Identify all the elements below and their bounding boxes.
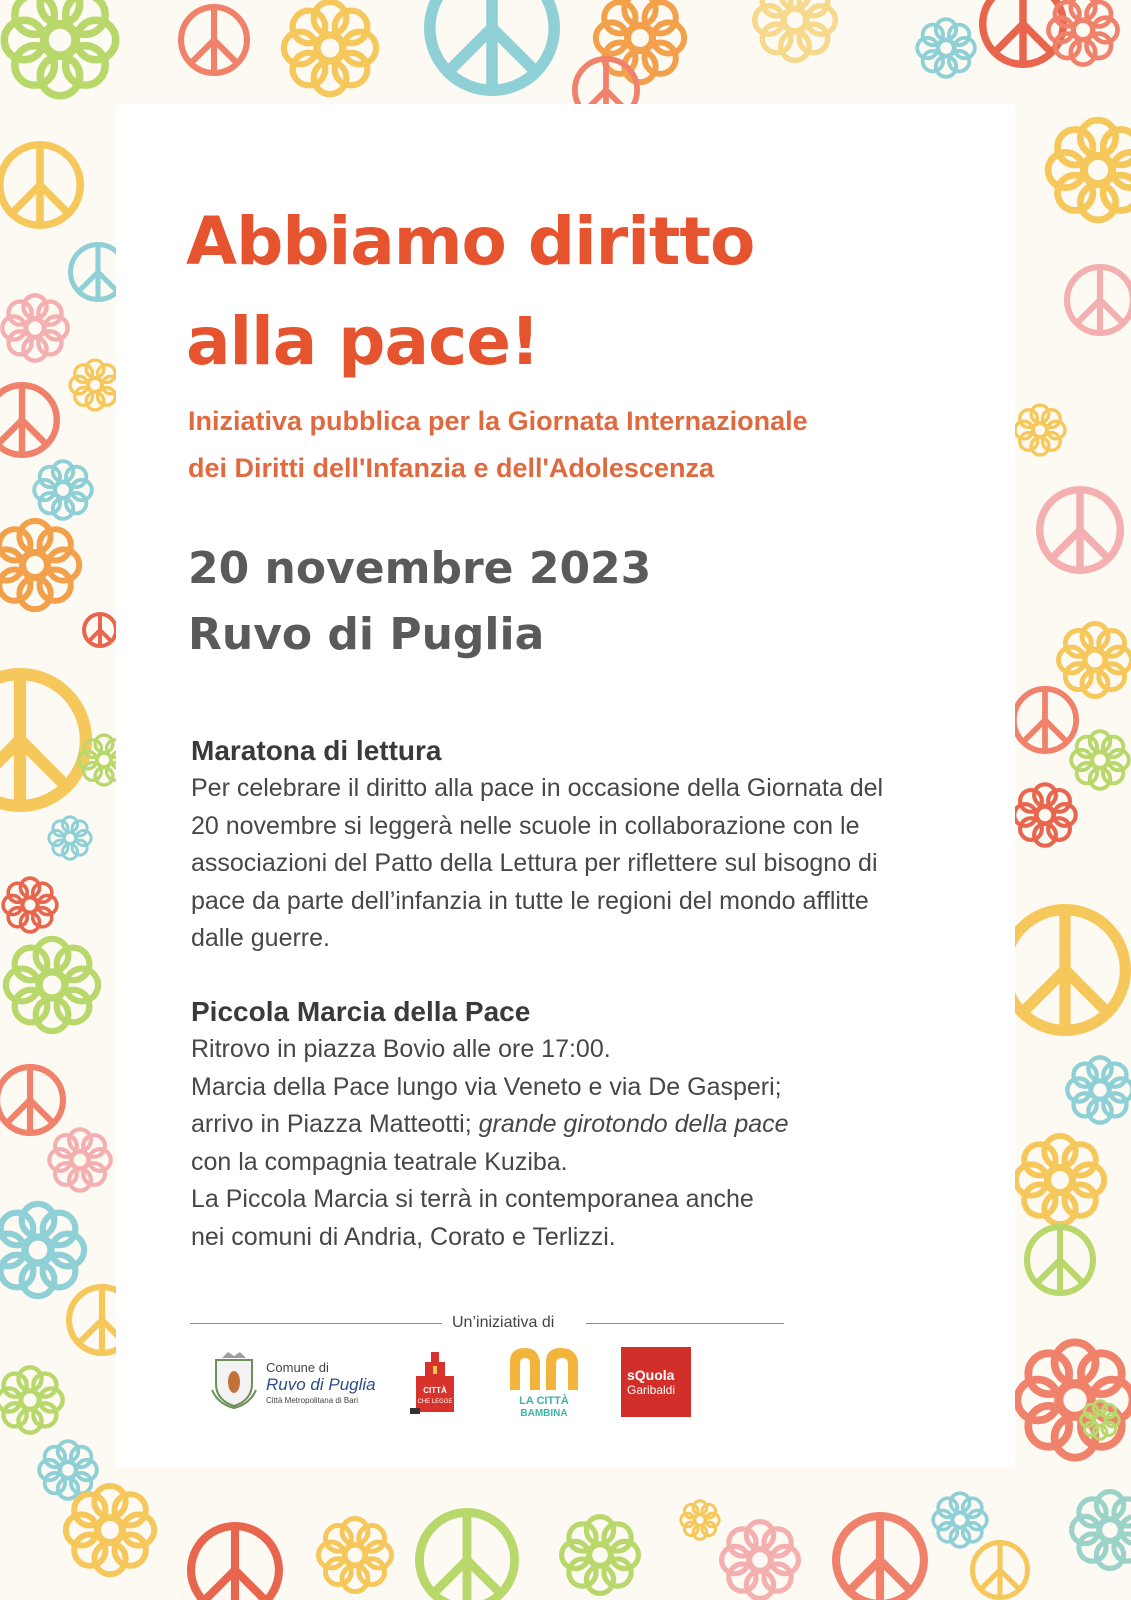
marcia-title: Piccola Marcia della Pace <box>191 996 531 1027</box>
peace-symbol-icon <box>973 1543 1028 1598</box>
flower-icon <box>1014 784 1075 845</box>
flower-icon <box>70 360 120 410</box>
peace-symbol-icon <box>0 1067 63 1133</box>
flower-icon <box>3 878 57 932</box>
credits-divider <box>190 1311 840 1335</box>
flower-icon <box>34 461 92 519</box>
comune-logo-text <box>266 1360 376 1406</box>
peace-symbol-icon <box>1005 910 1126 1031</box>
peace-symbol-icon <box>181 7 247 73</box>
flower-icon <box>2 295 67 360</box>
maratona-section <box>191 732 951 958</box>
marcia-line-text: arrivo in Piazza Matteotti; <box>191 1110 479 1138</box>
squola-garibaldi-logo <box>621 1347 691 1417</box>
peace-symbol-icon <box>1014 689 1076 751</box>
flower-icon <box>1072 1492 1131 1569</box>
credits-label: Un’iniziativa di <box>452 1314 555 1331</box>
citta-legge-text-1: CITTÀ <box>423 1386 447 1395</box>
flower-icon <box>722 1522 799 1599</box>
subtitle-line-1: Iniziativa pubblica per la Giornata Internazionale <box>188 406 808 436</box>
comune-small-label: Comune di <box>266 1360 329 1375</box>
comune-name: Ruvo di Puglia <box>266 1375 376 1394</box>
maratona-line: Per celebrare il diritto alla pace in occasione della Giornata del <box>191 774 884 802</box>
event-date-place <box>188 536 651 668</box>
divider-rule-left <box>190 1323 442 1324</box>
event-place: Ruvo di Puglia <box>188 609 545 660</box>
marcia-line: La Piccola Marcia si terrà in contemporanea anche <box>191 1185 754 1213</box>
flower-icon <box>66 1486 154 1574</box>
marcia-line: Ritrovo in piazza Bovio alle ore 17:00. <box>191 1035 611 1063</box>
flower-icon <box>1059 624 1131 697</box>
comune-subtitle: Città Metropolitana di Bari <box>266 1396 359 1405</box>
flower-icon <box>755 0 836 60</box>
peace-symbol-icon <box>0 385 57 455</box>
title-line-2: alla pace! <box>186 303 540 380</box>
citta-bambina-text-2: BAMBINA <box>520 1408 568 1418</box>
flower-icon <box>49 817 91 859</box>
citta-bambina-logo <box>506 1344 582 1418</box>
maratona-line: dalle guerre. <box>191 924 330 952</box>
flower-icon <box>0 521 79 609</box>
flower-icon <box>49 1129 110 1190</box>
flower-icon <box>933 1493 987 1547</box>
comune-crest-logo <box>208 1350 260 1410</box>
garibaldi-text: Garibaldi <box>627 1383 676 1397</box>
flower-icon <box>1016 1136 1104 1224</box>
peace-symbol-icon <box>419 1512 514 1600</box>
peace-symbol-icon <box>84 614 116 646</box>
maratona-title: Maratona di lettura <box>191 735 442 766</box>
peace-symbol-icon <box>1040 490 1121 571</box>
flower-icon <box>39 1441 97 1499</box>
maratona-line: pace da parte dell’infanzia in tutte le regioni del mondo afflitte <box>191 886 869 915</box>
flower-icon <box>562 1517 639 1594</box>
flower-icon <box>284 2 376 94</box>
marcia-line: Marcia della Pace lungo via Veneto e via De Gasperi; <box>191 1072 782 1101</box>
poster-title <box>186 192 754 392</box>
flower-icon <box>1067 1057 1131 1122</box>
citta-bambina-text-1: LA CITTÀ <box>519 1395 569 1407</box>
flower-icon <box>1071 731 1129 789</box>
event-date: 20 novembre 2023 <box>188 543 652 594</box>
maratona-line: 20 novembre si leggerà nelle scuole in collaborazione con le <box>191 811 860 840</box>
peace-symbol-icon <box>191 1526 279 1600</box>
maratona-line: associazioni del Patto della Lettura per riflettere sul bisogno di <box>191 849 878 877</box>
marcia-line: con la compagnia teatrale Kuziba. <box>191 1147 568 1176</box>
peace-symbol-icon <box>836 1516 924 1600</box>
marcia-line: nei comuni di Andria, Corato e Terlizzi. <box>191 1222 616 1251</box>
flower-icon <box>1017 1342 1131 1457</box>
citta-legge-text-2: CHE LEGGE <box>417 1399 453 1405</box>
flower-icon <box>0 1204 84 1296</box>
divider-rule-right <box>586 1323 784 1324</box>
flower-icon <box>319 1519 392 1592</box>
marcia-text <box>191 1031 951 1256</box>
poster-subtitle <box>188 398 808 492</box>
peace-symbol-icon <box>0 674 86 806</box>
flower-icon <box>596 0 684 82</box>
peace-symbol-icon <box>0 145 80 226</box>
flower-icon <box>1048 120 1131 220</box>
subtitle-line-2: dei Diritti dell'Infanzia e dell'Adolescenza <box>188 453 714 483</box>
peace-symbol-icon <box>983 0 1064 64</box>
peace-symbol-icon <box>1027 1227 1093 1293</box>
flower-icon <box>917 19 975 77</box>
flower-icon <box>1015 405 1065 455</box>
flower-icon <box>0 1367 63 1432</box>
poster-card <box>116 104 1015 1468</box>
flower-icon <box>4 0 115 96</box>
flower-icon <box>6 939 98 1031</box>
citta-che-legge-logo <box>410 1348 460 1418</box>
girotondo-italic: grande girotondo della pace <box>478 1110 789 1138</box>
flower-icon <box>681 1501 719 1539</box>
title-line-1: Abbiamo diritto <box>186 203 755 280</box>
squola-text: sQuola <box>627 1367 675 1383</box>
marcia-section <box>191 993 951 1256</box>
maratona-text <box>191 770 951 958</box>
peace-symbol-icon <box>1067 267 1131 333</box>
marcia-line <box>191 1106 951 1144</box>
peace-symbol-icon <box>430 0 554 90</box>
